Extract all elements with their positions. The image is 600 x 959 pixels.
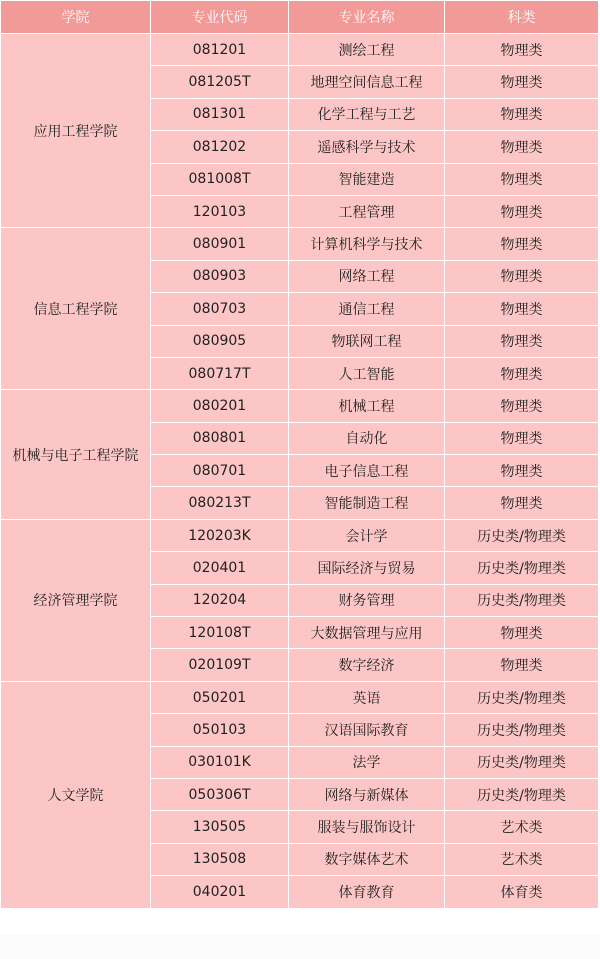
major-code-cell: 120103 xyxy=(151,195,289,227)
header-major-code: 专业代码 xyxy=(151,1,289,34)
category-cell: 物理类 xyxy=(445,455,599,487)
category-cell: 历史类/物理类 xyxy=(445,519,599,551)
category-cell: 历史类/物理类 xyxy=(445,584,599,616)
major-name-cell: 体育教育 xyxy=(289,876,445,908)
header-row xyxy=(1,1,599,34)
major-code-cell: 120204 xyxy=(151,584,289,616)
category-cell: 历史类/物理类 xyxy=(445,552,599,584)
category-cell: 历史类/物理类 xyxy=(445,681,599,713)
major-code-cell: 080903 xyxy=(151,260,289,292)
college-cell: 信息工程学院 xyxy=(1,228,151,390)
major-name-cell: 遥感科学与技术 xyxy=(289,131,445,163)
college-cell: 应用工程学院 xyxy=(1,34,151,228)
major-code-cell: 050103 xyxy=(151,714,289,746)
major-name-cell: 智能建造 xyxy=(289,163,445,195)
major-code-cell: 081008T xyxy=(151,163,289,195)
major-name-cell: 汉语国际教育 xyxy=(289,714,445,746)
category-cell: 物理类 xyxy=(445,357,599,389)
major-name-cell: 网络工程 xyxy=(289,260,445,292)
category-cell: 物理类 xyxy=(445,66,599,98)
major-code-cell: 080703 xyxy=(151,293,289,325)
category-cell: 物理类 xyxy=(445,195,599,227)
category-cell: 艺术类 xyxy=(445,811,599,843)
category-cell: 物理类 xyxy=(445,649,599,681)
major-name-cell: 物联网工程 xyxy=(289,325,445,357)
college-cell: 人文学院 xyxy=(1,681,151,908)
major-name-cell: 服装与服饰设计 xyxy=(289,811,445,843)
major-name-cell: 数字经济 xyxy=(289,649,445,681)
major-name-cell: 工程管理 xyxy=(289,195,445,227)
category-cell: 物理类 xyxy=(445,325,599,357)
category-cell: 体育类 xyxy=(445,876,599,908)
category-cell: 历史类/物理类 xyxy=(445,778,599,810)
major-name-cell: 化学工程与工艺 xyxy=(289,98,445,130)
major-name-cell: 测绘工程 xyxy=(289,34,445,66)
major-code-cell: 080213T xyxy=(151,487,289,519)
major-code-cell: 080717T xyxy=(151,357,289,389)
major-name-cell: 电子信息工程 xyxy=(289,455,445,487)
category-cell: 物理类 xyxy=(445,617,599,649)
major-code-cell: 130508 xyxy=(151,843,289,875)
major-code-cell: 081205T xyxy=(151,66,289,98)
header-category: 科类 xyxy=(445,1,599,34)
major-code-cell: 081202 xyxy=(151,131,289,163)
major-name-cell: 网络与新媒体 xyxy=(289,778,445,810)
category-cell: 物理类 xyxy=(445,163,599,195)
category-cell: 物理类 xyxy=(445,390,599,422)
table-row xyxy=(1,681,599,713)
major-name-cell: 地理空间信息工程 xyxy=(289,66,445,98)
category-cell: 物理类 xyxy=(445,34,599,66)
major-name-cell: 财务管理 xyxy=(289,584,445,616)
table-row xyxy=(1,519,599,551)
category-cell: 历史类/物理类 xyxy=(445,714,599,746)
major-name-cell: 法学 xyxy=(289,746,445,778)
major-code-cell: 120203K xyxy=(151,519,289,551)
major-code-cell: 080701 xyxy=(151,455,289,487)
major-name-cell: 人工智能 xyxy=(289,357,445,389)
major-name-cell: 机械工程 xyxy=(289,390,445,422)
college-cell: 机械与电子工程学院 xyxy=(1,390,151,520)
category-cell: 物理类 xyxy=(445,228,599,260)
major-code-cell: 020401 xyxy=(151,552,289,584)
major-name-cell: 英语 xyxy=(289,681,445,713)
major-code-cell: 020109T xyxy=(151,649,289,681)
footer-strip xyxy=(0,934,600,959)
category-cell: 物理类 xyxy=(445,293,599,325)
major-code-cell: 120108T xyxy=(151,617,289,649)
major-name-cell: 国际经济与贸易 xyxy=(289,552,445,584)
category-cell: 艺术类 xyxy=(445,843,599,875)
header-college: 学院 xyxy=(1,1,151,34)
major-name-cell: 自动化 xyxy=(289,422,445,454)
category-cell: 物理类 xyxy=(445,422,599,454)
major-code-cell: 081301 xyxy=(151,98,289,130)
category-cell: 物理类 xyxy=(445,98,599,130)
major-name-cell: 会计学 xyxy=(289,519,445,551)
major-code-cell: 050201 xyxy=(151,681,289,713)
major-name-cell: 通信工程 xyxy=(289,293,445,325)
major-name-cell: 智能制造工程 xyxy=(289,487,445,519)
major-code-cell: 050306T xyxy=(151,778,289,810)
category-cell: 历史类/物理类 xyxy=(445,746,599,778)
major-code-cell: 080901 xyxy=(151,228,289,260)
category-cell: 物理类 xyxy=(445,260,599,292)
category-cell: 物理类 xyxy=(445,131,599,163)
major-name-cell: 大数据管理与应用 xyxy=(289,617,445,649)
table-row xyxy=(1,34,599,66)
major-code-cell: 080801 xyxy=(151,422,289,454)
major-name-cell: 计算机科学与技术 xyxy=(289,228,445,260)
table-body xyxy=(1,34,599,909)
major-code-cell: 080201 xyxy=(151,390,289,422)
table-row xyxy=(1,228,599,260)
table-header xyxy=(1,1,599,34)
major-code-cell: 080905 xyxy=(151,325,289,357)
table-row xyxy=(1,390,599,422)
major-code-cell: 081201 xyxy=(151,34,289,66)
header-major-name: 专业名称 xyxy=(289,1,445,34)
college-cell: 经济管理学院 xyxy=(1,519,151,681)
major-code-cell: 030101K xyxy=(151,746,289,778)
major-code-cell: 130505 xyxy=(151,811,289,843)
category-cell: 物理类 xyxy=(445,487,599,519)
major-code-cell: 040201 xyxy=(151,876,289,908)
major-name-cell: 数字媒体艺术 xyxy=(289,843,445,875)
